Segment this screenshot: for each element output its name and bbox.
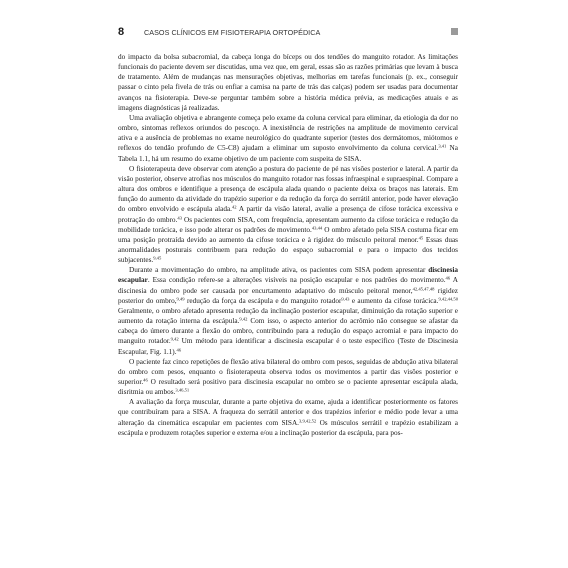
text-run: A avaliação da força muscular, durante a parte objetiva do exame, ajuda a identificar posteriormente os fatores que contribuíram para a SISA. A fraqueza do serrátil anterior e dos trapézios inferior e médio pode levar a uma alteração da cinemática escapular em pacientes com SISA. [118,398,458,427]
text-run: O ombro afetado pela SISA costuma ficar em uma posição protraída devido ao aumento da cifose torácica e à rigidez do músculo peitoral menor. [118,225,458,244]
citation-superscript: 3,46,51 [175,387,190,393]
citation-superscript: 43 [177,214,182,220]
citation-superscript: 9,42,44,50 [438,296,458,302]
paragraph [118,113,458,164]
citation-superscript: 3,9,42,52 [299,418,317,424]
page-number: 8 [118,26,125,38]
citation-superscript: 9,45 [153,255,162,261]
citation-superscript: 9,43 [341,296,350,302]
bold-term: discinesia escapular [118,266,458,285]
paragraph [118,164,458,266]
text-run: Geralmente, o ombro afetado apresenta redução da inclinação posterior escapular, diminuição da rotação superior e aumento da rotação interna da escápula. [118,306,458,326]
text-run: Essas duas anormalidades posturais contribuem para redução do espaço subacromial e para o impacto dos tecidos subjacentes. [118,235,458,265]
citation-superscript: 46 [445,275,451,281]
text-run: Os músculos serrátil e trapézio estabilizam a escápula e produzem rotações superior e externa e/ou a inclinação posterior da escápula, para pos- [118,418,458,437]
citation-superscript: 9,42 [170,336,179,342]
text-run: O paciente faz cinco repetições de flexão ativa bilateral do ombro com pesos, seguidas de abdução ativa bilateral do ombro com pesos, enquanto o fisioterapeuta observa todos os movimentos a partir das visões posterior e superior. [118,357,458,386]
citation-superscript: 9,42 [239,316,248,322]
text-run: Com isso, o aspecto anterior do acrômio não consegue se afastar da cabeça do úmero durante a flexão do ombro, contribuindo para a redução do espaço acromial e para impacto do manguito rotador. [118,317,458,346]
text-run: rigidez posterior do ombro, [118,286,459,305]
paragraph [118,357,458,398]
paragraph [118,52,458,113]
citation-superscript: 42,45,47,48 [412,286,435,291]
citation-superscript: 46 [176,346,182,352]
page-header [118,25,458,39]
text-run: redução da força da escápula e do manguito rotador [184,296,342,305]
text-run: O resultado será positivo para discinesia escapular no ombro se o paciente apresentar escápula alada, disritmia ou ambos. [118,378,458,397]
running-title: CASOS CLÍNICOS EM FISIOTERAPIA ORTOPÉDICA [144,27,321,37]
citation-superscript: 9,49 [176,296,185,302]
citation-superscript: 42 [232,204,237,210]
citation-superscript: 46 [143,377,148,383]
text-run: do impacto da bolsa subacromial, da cabeça longa do bíceps ou dos tendões do manguito rotador. As limitações funcionais do paciente devem ser discutidas, uma vez que, em geral, essas são as razões primárias que levam à busca de tratamento. Além de mudanças nas mensurações objetivas, melhorias em tarefas funcionais (p. ex., conseguir passar o cinto pela fivela de trás ou enfiar a camisa na parte de trás das calças) podem ser usadas para documentar avanços na fisioterapia. Deve-se perguntar também sobre a história médica prévia, as medicações atuais e as imagens diagnósticas já realizadas. [118,53,458,112]
citation-superscript: 45 [418,235,424,241]
text-run: Os pacientes com SISA, com frequência, apresentam aumento da cifose torácica e redução da mobilidade torácica, e isso pode alterar os padrões de movimento. [118,215,458,234]
text-run: A discinesia do ombro pode ser causada por encurtamento adaptativo do músculo peitoral menor, [118,276,458,295]
text-run: . Essa condição refere-se a alterações visíveis na posição escapular e nos padrões do movimento. [147,276,446,285]
header-square-marker [451,28,458,35]
paragraph [118,265,458,356]
text-run: O fisioterapeuta deve observar com atenção a postura do paciente de pé nas visões posterior e lateral. A partir da visão posterior, observe atrofias nos músculos do manguito rotador nas fossas infraespinal e supraespinal. Compare a altura dos ombros e identifique a presença de escápula alada quando o paciente deixa os braços nas laterais. Em função do aumento da atividade do trapézio superior e da redução da força do serrátil anterior, pode haver elevação do ombro envolvido e escápula alada. [118,164,458,214]
body-text [118,52,458,438]
text-run: Um método para identificar a discinesia escapular é o teste específico (Teste de Discinesia Escapular, Fig. 1.1). [118,337,459,356]
text-run: Durante a movimentação do ombro, na amplitude ativa, os pacientes com SISA podem apresentar [129,266,429,275]
paragraph [118,397,458,438]
text-run: e aumento da cifose torácica. [349,296,439,305]
citation-superscript: 3,41 [438,143,447,149]
text-run: Uma avaliação objetiva e abrangente começa pelo exame da coluna cervical para eliminar, da etiologia da dor no ombro, sintomas reflexos oriundos do pescoço. A inexistência de restrições na amplitude de movimento cervical ativa e a ausência de problemas no exame neurológico do quadrante superior (testes dos dermátomos, miótomos e reflexos do tendão profundo de C5-C8) ajudam a eliminar um suposto envolvimento da coluna cervical. [118,113,458,153]
text-run: A partir da visão lateral, avalie a presença de cifose torácica excessiva e protração do ombro. [118,205,458,224]
citation-superscript: 43,44 [311,225,323,231]
text-run: Na Tabela 1.1, há um resumo do exame objetivo de um paciente com suspeita de SISA. [118,144,458,163]
